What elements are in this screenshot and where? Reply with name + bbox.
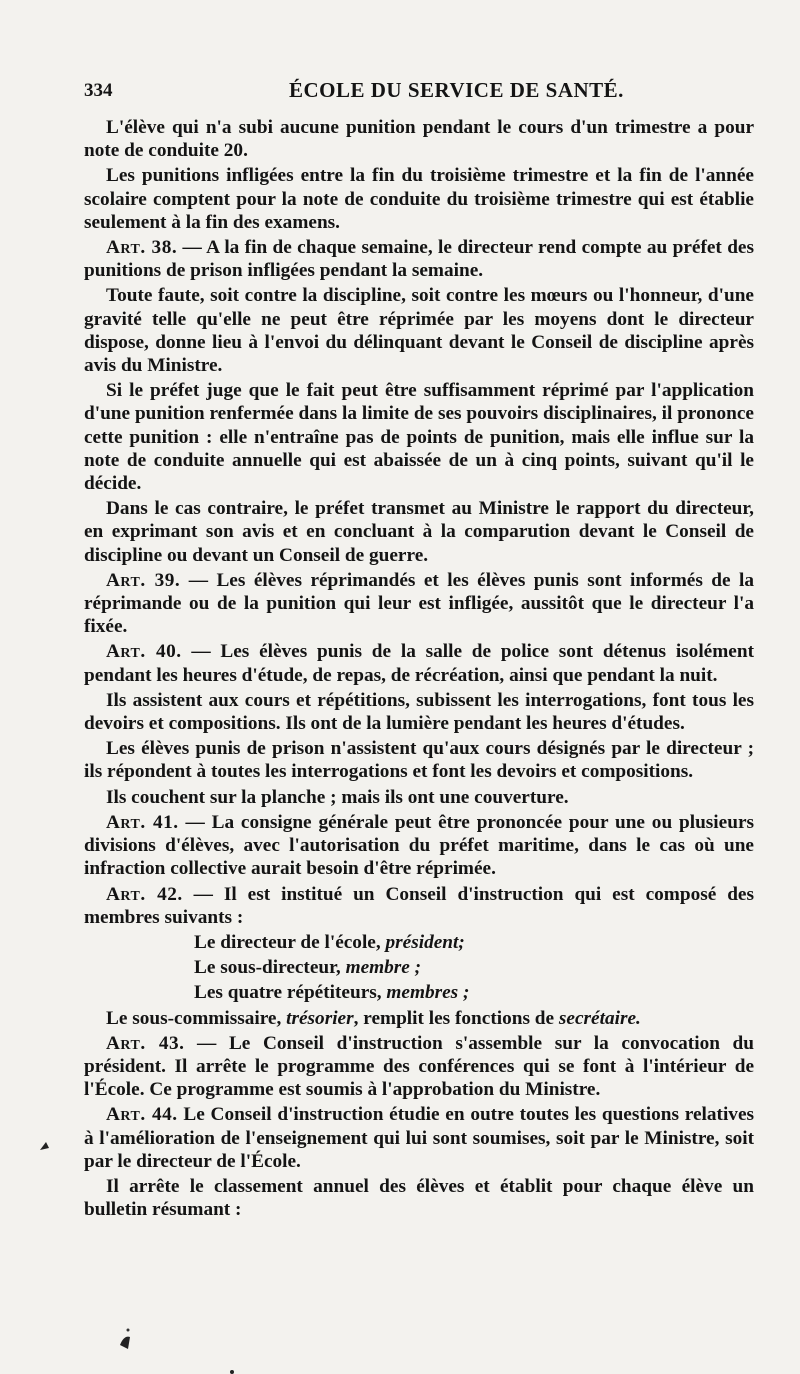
article-40: [84, 640, 754, 686]
article-label: Art. 38.: [106, 237, 178, 259]
article-label: Art. 42.: [106, 883, 183, 905]
list-item: [84, 956, 754, 979]
article-39: [84, 569, 754, 639]
list-item-text: Les quatre répétiteurs,: [194, 982, 387, 1004]
page-header: [84, 76, 740, 106]
article-42: [84, 883, 754, 929]
article-label: Art. 44.: [106, 1104, 178, 1126]
article-label: Art. 43.: [106, 1032, 185, 1054]
paragraph: L'élève qui n'a subi aucune punition pendant le cours d'un trimestre a pour note de conduite 20.: [84, 117, 754, 162]
list-item-role: président;: [385, 931, 465, 953]
speck: [127, 1329, 130, 1332]
list-item: [84, 931, 754, 954]
article-44: [84, 1103, 754, 1173]
article-text: — Il est institué un Conseil d'instruction qui est composé des membres suivants :: [84, 883, 754, 928]
running-head: ÉCOLE DU SERVICE DE SANTÉ.: [289, 78, 624, 102]
article-text: — Les élèves punis de la salle de police sont détenus isolément pendant les heures d'étude, de repas, de récréation, ainsi que pendant la nuit.: [84, 641, 754, 686]
paragraph: [84, 1007, 754, 1030]
paragraph: Ils couchent sur la planche ; mais ils ont une couverture.: [106, 786, 569, 808]
paragraph: Si le préfet juge que le fait peut être suffisamment réprimé par l'application d'une punition renfermée dans la limite de ses pouvoirs disciplinaires, il prononce cette punition : elle n'entraîne pas de points de punition, mais elle influe sur la note de conduite annuelle qui est abaissée de un à cinq points, suivant qu'il le décide.: [84, 380, 754, 495]
list-item-text: Le directeur de l'école,: [194, 931, 386, 953]
article-43: [84, 1032, 754, 1102]
article-text: Le Conseil d'instruction étudie en outre toutes les questions relatives à l'amélioration de l'enseignement qui lui sont soumises, soit par le Ministre, soit par le directeur de l'École.: [84, 1104, 755, 1172]
article-38: [84, 236, 754, 282]
text-run: , remplit les fonctions de: [353, 1007, 559, 1029]
paragraph: Les punitions infligées entre la fin du troisième trimestre et la fin de l'année scolaire comptent pour la note de conduite du troisième trimestre qui est établie seulement à la fin des examens.: [84, 165, 754, 233]
article-text: — A la fin de chaque semaine, le directeur rend compte au préfet des punitions de prison infligées pendant la semaine.: [84, 237, 754, 282]
list-item-role: membre ;: [345, 957, 422, 979]
list-item: [84, 981, 754, 1004]
emphasis: trésorier: [286, 1007, 354, 1029]
speck: [230, 1370, 234, 1374]
article-label: Art. 40.: [106, 641, 182, 663]
council-members-list: [84, 931, 754, 1005]
article-label: Art. 39.: [106, 569, 181, 591]
margin-mark: [120, 1337, 130, 1349]
paragraph: Dans le cas contraire, le préfet transmet au Ministre le rapport du directeur, en exprimant son avis et en concluant à la comparution devant le Conseil de discipline ou devant un Conseil de guerre.: [84, 498, 754, 566]
emphasis: secrétaire.: [558, 1007, 641, 1029]
text-run: Le sous-commissaire,: [106, 1007, 287, 1029]
article-text: — Les élèves réprimandés et les élèves punis sont informés de la réprimande ou de la punition qui leur est infligée, aussitôt que le directeur l'a fixée.: [84, 569, 755, 638]
list-item-text: Le sous-directeur,: [194, 957, 346, 979]
page-number: 334: [84, 80, 113, 101]
article-text: — Le Conseil d'instruction s'assemble sur la convocation du président. Il arrête le programme des conférences qui se font à l'intérieur de l'École. Ce programme est soumis à l'approbation du Ministre.: [84, 1032, 754, 1101]
paragraph: Les élèves punis de prison n'assistent qu'aux cours désignés par le directeur ; ils répondent à toutes les interrogations et font les devoirs et compositions.: [84, 738, 754, 783]
article-text: — La consigne générale peut être prononcée pour une ou plusieurs divisions d'élèves, avec l'autorisation du préfet maritime, dans le cas où une infraction collective aurait besoin d'être réprimée.: [84, 811, 755, 880]
paragraph: Il arrête le classement annuel des élèves et établit pour chaque élève un bulletin résumant :: [84, 1175, 754, 1221]
paragraph: Ils assistent aux cours et répétitions, subissent les interrogations, font tous les devoirs et compositions. Ils ont de la lumière pendant les heures d'études.: [84, 689, 754, 735]
article-label: Art. 41.: [106, 811, 179, 833]
list-item-role: membres ;: [386, 982, 470, 1004]
article-41: [84, 811, 754, 881]
paragraph: Toute faute, soit contre la discipline, soit contre les mœurs ou l'honneur, d'une gravité telle qu'elle ne peut être réprimée par les moyens dont le directeur dispose, donne lieu à l'envoi du délinquant devant le Conseil de discipline après avis du Ministre.: [84, 285, 754, 377]
margin-mark: [40, 1142, 49, 1150]
body-text: [84, 116, 754, 1223]
